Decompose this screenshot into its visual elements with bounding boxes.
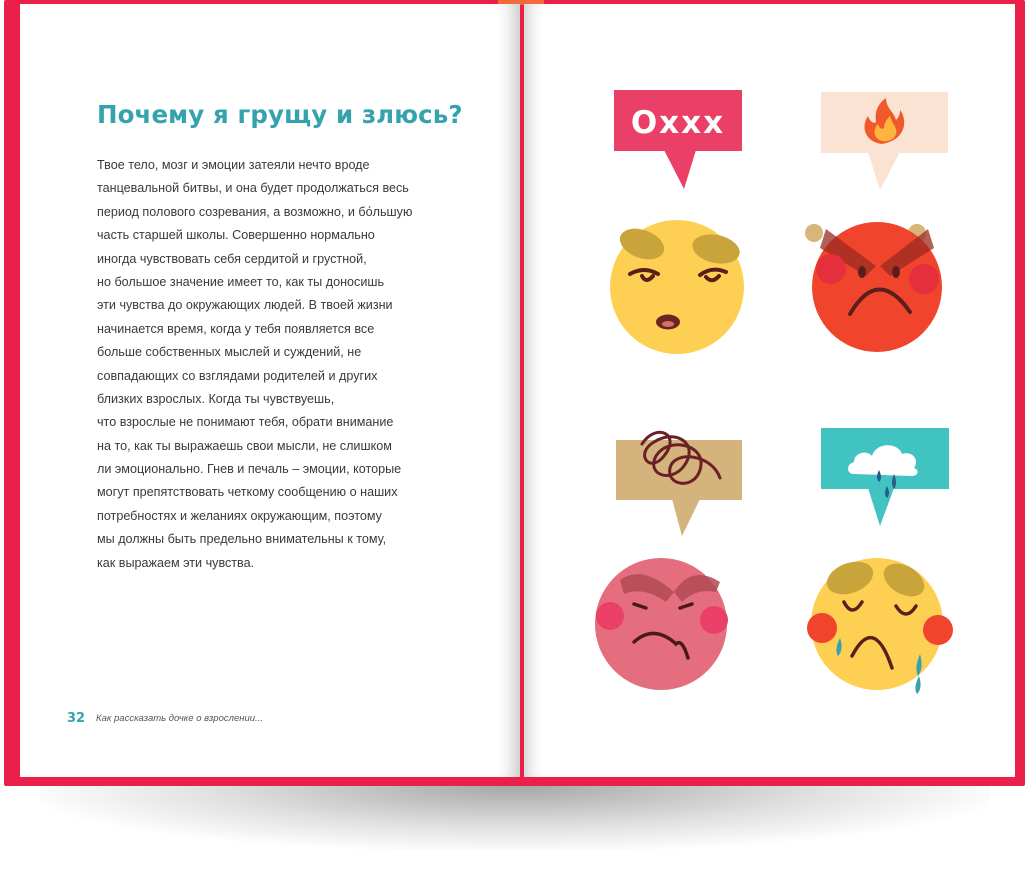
crying-face-icon [807,556,953,694]
paragraph-line: на то, как ты выражаешь свои мысли, не слишком [97,438,392,453]
paragraph-line: начинается время, когда у тебя появляется все [97,321,375,336]
right-page [524,4,1015,777]
bubble-text: Oxxx [630,105,726,141]
body-paragraph [97,154,497,575]
scribble-speech-bubble [616,432,742,536]
left-page [20,4,520,777]
frustrated-pink-face-icon [595,558,728,690]
paragraph-line: часть старшей школы. Совершенно нормально [97,228,375,243]
rain-cloud-speech-bubble [821,428,949,526]
paragraph-line: что взрослые не понимают тебя, обрати внимание [97,415,394,430]
paragraph-line: ли эмоционально. Гнев и печаль – эмоции, которые [97,462,402,477]
paragraph-line: период полового созревания, а возможно, и бо́льшую [97,204,413,219]
paragraph-line: мы должны быть предельно внимательны к тому, [97,532,387,547]
paragraph-line: эти чувства до окружающих людей. В твоей жизни [97,298,393,313]
paragraph-line: Твое тело, мозг и эмоции затеяли нечто вроде [97,158,370,172]
paragraph-line: как выражаем эти чувства. [97,555,255,570]
page-title: Почему я грущу и злюсь? [97,100,463,129]
paragraph-line: могут препятствовать четкому сообщению о наших [97,485,398,500]
fire-speech-bubble [821,92,948,190]
paragraph-line: потребностях и желаниях окружающим, поэтому [97,508,382,523]
angry-red-face-icon [805,222,942,352]
paragraph-line: совпадающих со взглядами родителей и других [97,368,378,383]
annoyed-face-icon [610,220,744,354]
emotions-illustration [524,4,1015,777]
paragraph-line: больше собственных мыслей и суждений, не [97,345,362,360]
paragraph-line: но большое значение имеет то, как ты доносишь [97,274,385,289]
running-title: Как рассказать дочке о взрослении... [96,713,263,724]
oxxx-speech-bubble [614,90,742,189]
paragraph-line: иногда чувствовать себя сердитой и грустной, [97,251,367,266]
paragraph-line: танцевальной битвы, и она будет продолжаться весь [97,181,409,196]
paragraph-line: близких взрослых. Когда ты чувствуешь, [97,391,335,406]
page-number: 32 [67,711,86,726]
